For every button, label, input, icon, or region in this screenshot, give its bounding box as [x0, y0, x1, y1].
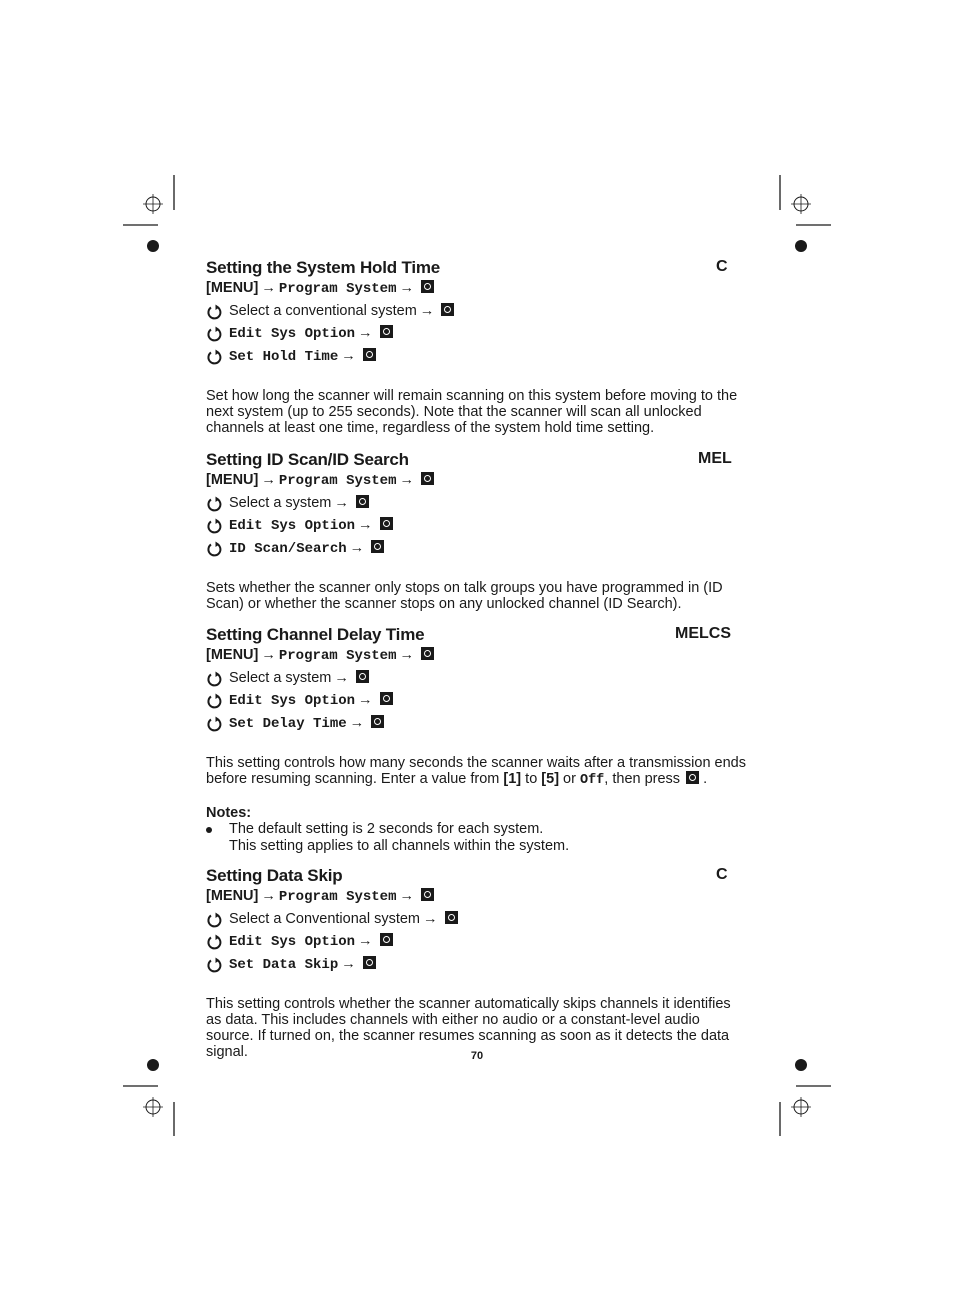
section-heading: [206, 625, 746, 647]
section-data-skip: [206, 866, 746, 1060]
rotate-dial-icon: [206, 326, 223, 343]
dial-step: [206, 325, 746, 348]
crop-mark-bottom-right: [774, 1050, 834, 1140]
right-arrow-icon: →: [341, 955, 356, 972]
right-arrow-icon: →: [334, 669, 349, 686]
step-text: Set Delay Time: [229, 715, 347, 732]
scroll-button-icon: [371, 540, 384, 553]
scroll-button-icon: [441, 303, 454, 316]
section-description: [206, 755, 746, 789]
section-heading: [206, 866, 746, 888]
dial-step: [206, 670, 746, 693]
section-system-hold-time: [206, 258, 746, 436]
right-arrow-icon: →: [261, 888, 276, 904]
crop-mark-top-right: [774, 170, 834, 260]
step-text: ID Scan/Search: [229, 540, 347, 557]
scroll-button-icon: [445, 911, 458, 924]
crop-mark-top-left: [120, 170, 180, 260]
description-text: This setting controls how many seconds the scanner waits after a transmission ends before resuming scanning. Enter a value from: [206, 755, 746, 787]
key-label: [1]: [503, 771, 522, 787]
rotate-dial-icon: [206, 693, 223, 710]
section-title: Setting Channel Delay Time: [206, 625, 425, 644]
menu-key-label: [MENU]: [206, 472, 259, 488]
scroll-button-icon: [380, 933, 393, 946]
step-text: Edit Sys Option: [229, 693, 356, 709]
display-value: Off: [579, 773, 605, 788]
rotate-dial-icon: [206, 304, 223, 321]
section-description: Set how long the scanner will remain scanning on this system before moving to the next system (up to 255 seconds). Note that the scanner will scan all unlocked channels at least one time, regardless of the system hold time setting.: [206, 388, 738, 436]
scroll-button-icon: [380, 325, 393, 338]
description-text: , then press: [604, 771, 685, 787]
right-arrow-icon: →: [349, 714, 365, 731]
rotate-dial-icon: [206, 518, 223, 535]
scroll-button-icon: [421, 888, 434, 901]
menu-key-label: [MENU]: [206, 647, 259, 663]
scroll-button-icon: [356, 670, 369, 683]
bullet-icon: [206, 827, 212, 833]
menu-key-label: [MENU]: [206, 280, 259, 296]
right-arrow-icon: →: [399, 647, 414, 663]
dial-step: [206, 692, 746, 715]
menu-item: Program System: [278, 281, 397, 297]
system-type-code: MELCS: [675, 625, 731, 642]
right-arrow-icon: →: [399, 472, 414, 488]
scroll-button-icon: [380, 517, 393, 530]
dial-step: [206, 911, 746, 934]
right-arrow-icon: →: [334, 494, 349, 511]
dial-step: [206, 348, 746, 371]
scroll-button-icon: [421, 472, 434, 485]
right-arrow-icon: →: [358, 325, 373, 341]
system-type-code: MEL: [698, 450, 732, 467]
right-arrow-icon: →: [423, 910, 438, 927]
menu-item: Program System: [278, 648, 397, 664]
dial-step: [206, 933, 746, 956]
step-text: Select a system: [229, 669, 332, 686]
rotate-dial-icon: [206, 716, 223, 733]
page-number: 70: [470, 1050, 484, 1062]
dial-step: [206, 956, 746, 979]
step-text: Edit Sys Option: [229, 326, 356, 342]
description-text: .: [699, 771, 708, 787]
section-id-scan-search: [206, 450, 746, 612]
key-label: [5]: [541, 771, 560, 787]
rotate-dial-icon: [206, 496, 223, 513]
right-arrow-icon: →: [349, 539, 365, 556]
scroll-button-icon: [363, 348, 376, 361]
rotate-dial-icon: [206, 349, 223, 366]
system-type-code: C: [716, 866, 728, 883]
rotate-dial-icon: [206, 541, 223, 558]
description-text: or: [559, 771, 580, 787]
scroll-button-icon: [421, 647, 434, 660]
step-text: Set Hold Time: [229, 348, 339, 365]
right-arrow-icon: →: [261, 472, 276, 488]
step-text: Select a Conventional system: [229, 910, 421, 927]
right-arrow-icon: →: [419, 302, 435, 319]
section-title: Setting Data Skip: [206, 866, 343, 885]
step-text: Edit Sys Option: [229, 934, 356, 950]
notes-title: Notes:: [206, 805, 252, 821]
scroll-button-icon: [356, 495, 369, 508]
note-item: [206, 821, 746, 854]
step-text: Edit Sys Option: [229, 518, 356, 534]
section-description: This setting controls whether the scanner automatically skips channels it identifies as data. This includes channels with either no audio or a constant-level audio source. If turned on, the scanner resumes scanning as soon as it detects the data signal.: [206, 996, 731, 1060]
scroll-button-icon: [421, 280, 434, 293]
description-text: to: [521, 771, 542, 787]
dial-step: [206, 303, 746, 326]
step-text: Set Data Skip: [229, 956, 339, 973]
menu-step: [206, 280, 746, 303]
menu-item: Program System: [278, 889, 397, 905]
rotate-dial-icon: [206, 934, 223, 951]
section-heading: [206, 258, 746, 280]
section-description: Sets whether the scanner only stops on talk groups you have programmed in (ID Scan) or whether the scanner stops on any unlocked channel (ID Search).: [206, 580, 723, 612]
right-arrow-icon: →: [399, 888, 414, 904]
rotate-dial-icon: [206, 957, 223, 974]
step-text: Select a system: [229, 494, 332, 511]
dial-step: [206, 495, 746, 518]
step-text: Select a conventional system: [229, 302, 417, 319]
scroll-button-icon: [686, 771, 699, 784]
menu-step: [206, 647, 746, 670]
right-arrow-icon: →: [261, 280, 276, 296]
menu-step: [206, 888, 746, 911]
menu-key-label: [MENU]: [206, 888, 259, 904]
right-arrow-icon: →: [399, 280, 414, 296]
section-title: Setting ID Scan/ID Search: [206, 450, 409, 469]
section-channel-delay-time: [206, 625, 746, 854]
menu-step: [206, 472, 746, 495]
dial-step: [206, 517, 746, 540]
section-heading: [206, 450, 746, 472]
menu-item: Program System: [278, 473, 397, 489]
system-type-code: C: [716, 258, 728, 275]
right-arrow-icon: →: [261, 647, 276, 663]
section-title: Setting the System Hold Time: [206, 258, 441, 277]
rotate-dial-icon: [206, 671, 223, 688]
right-arrow-icon: →: [358, 692, 373, 708]
scroll-button-icon: [363, 956, 376, 969]
note-line: This setting applies to all channels within the system.: [229, 837, 570, 854]
right-arrow-icon: →: [341, 347, 356, 364]
dial-step: [206, 715, 746, 738]
crop-mark-bottom-left: [120, 1050, 180, 1140]
rotate-dial-icon: [206, 912, 223, 929]
dial-step: [206, 540, 746, 563]
scroll-button-icon: [371, 715, 384, 728]
right-arrow-icon: →: [358, 517, 373, 533]
note-line: The default setting is 2 seconds for each system.: [229, 821, 544, 837]
right-arrow-icon: →: [358, 933, 373, 949]
scroll-button-icon: [380, 692, 393, 705]
